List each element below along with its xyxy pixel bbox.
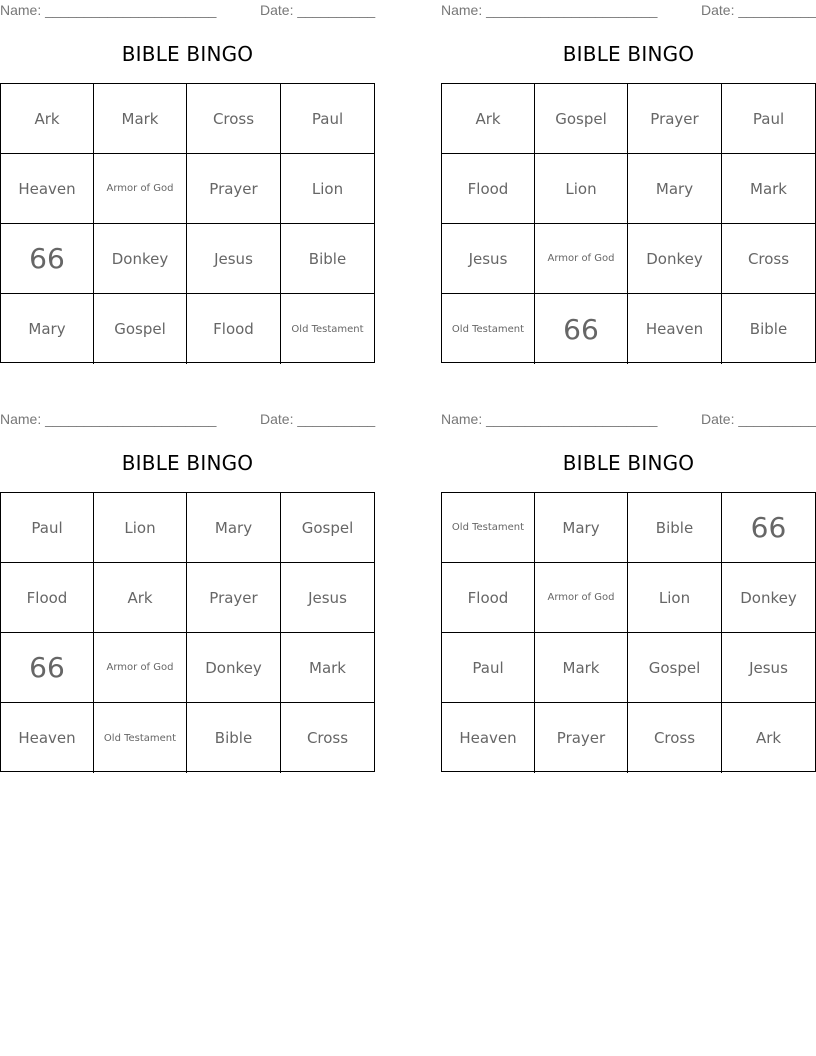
bingo-cell[interactable]: Prayer (187, 563, 281, 633)
bingo-cell[interactable]: Gospel (628, 633, 722, 703)
bingo-cell[interactable]: Mark (94, 84, 187, 154)
bingo-cell[interactable]: Paul (1, 493, 94, 563)
bingo-cell[interactable]: 66 (1, 633, 94, 703)
bingo-cell[interactable]: Heaven (1, 703, 94, 773)
bingo-cell[interactable]: Gospel (94, 294, 187, 364)
bingo-cell[interactable]: Paul (442, 633, 535, 703)
bingo-grid (441, 492, 816, 772)
bingo-cell[interactable]: Flood (1, 563, 94, 633)
bingo-cell[interactable]: Donkey (628, 224, 722, 294)
date-field[interactable]: Date: __________ (260, 2, 376, 18)
name-field[interactable]: Name: ______________________ (0, 411, 217, 427)
bingo-cell[interactable]: Ark (94, 563, 187, 633)
name-field[interactable]: Name: ______________________ (441, 2, 658, 18)
name-field[interactable]: Name: ______________________ (441, 411, 658, 427)
bingo-cell[interactable]: Ark (1, 84, 94, 154)
bingo-cell[interactable]: Flood (442, 563, 535, 633)
bingo-cell[interactable]: Mark (281, 633, 374, 703)
bingo-cell[interactable]: Ark (442, 84, 535, 154)
bingo-cell[interactable]: Heaven (442, 703, 535, 773)
bingo-cell[interactable]: Mark (722, 154, 815, 224)
bingo-cell[interactable]: Lion (628, 563, 722, 633)
bingo-cell[interactable]: Armor of God (94, 154, 187, 224)
bingo-cell[interactable]: Bible (187, 703, 281, 773)
bingo-cell[interactable]: Mark (535, 633, 628, 703)
bingo-cell[interactable]: Heaven (628, 294, 722, 364)
card-header (0, 409, 375, 429)
bingo-cell[interactable]: Prayer (628, 84, 722, 154)
bingo-cell[interactable]: Bible (749, 320, 788, 338)
bingo-cell[interactable]: Jesus (281, 563, 374, 633)
bingo-cell[interactable]: Cross (187, 84, 281, 154)
bingo-cell[interactable]: Cross (306, 729, 349, 747)
bingo-cell[interactable]: 66 (535, 294, 628, 364)
bingo-cell[interactable]: Jesus (442, 224, 535, 294)
bingo-cell[interactable]: Heaven (1, 154, 94, 224)
bingo-cell[interactable]: Ark (755, 729, 782, 747)
bingo-cell[interactable]: Old Testament (442, 493, 535, 563)
bingo-cell[interactable]: Old Testament (94, 703, 187, 773)
bingo-cell[interactable]: Jesus (187, 224, 281, 294)
bingo-cell[interactable]: Old Testament (291, 323, 364, 335)
bingo-cell[interactable]: Jesus (722, 633, 815, 703)
bingo-cell[interactable]: Bible (628, 493, 722, 563)
date-field[interactable]: Date: __________ (260, 411, 376, 427)
bingo-cell[interactable]: 66 (1, 224, 94, 294)
bingo-cell[interactable]: Donkey (94, 224, 187, 294)
bingo-cell[interactable]: Gospel (281, 493, 374, 563)
bingo-cell[interactable]: Old Testament (442, 294, 535, 364)
card-header (0, 0, 375, 20)
name-field[interactable]: Name: ______________________ (0, 2, 217, 18)
bingo-cell[interactable]: Lion (94, 493, 187, 563)
bingo-cell[interactable]: Cross (722, 224, 815, 294)
bingo-cell[interactable]: Mary (535, 493, 628, 563)
bingo-cell[interactable]: Lion (281, 154, 374, 224)
bingo-cell[interactable]: Armor of God (535, 563, 628, 633)
bingo-cell[interactable]: Donkey (187, 633, 281, 703)
date-field[interactable]: Date: __________ (701, 411, 816, 427)
bingo-cell[interactable]: Paul (281, 84, 374, 154)
bingo-cell[interactable]: Paul (722, 84, 815, 154)
card-header (441, 409, 816, 429)
bingo-cell[interactable]: Lion (535, 154, 628, 224)
bingo-grid (0, 83, 375, 363)
bingo-cell[interactable]: Mary (187, 493, 281, 563)
bingo-cell[interactable]: Mary (628, 154, 722, 224)
card-title: BIBLE BINGO (121, 451, 254, 475)
bingo-grid (0, 492, 375, 772)
bingo-cell[interactable]: Cross (628, 703, 722, 773)
bingo-cell[interactable]: Flood (442, 154, 535, 224)
card-header (441, 0, 816, 20)
bingo-cell[interactable]: Flood (187, 294, 281, 364)
bingo-cell[interactable]: Gospel (535, 84, 628, 154)
bingo-cell[interactable]: Bible (281, 224, 374, 294)
bingo-cell[interactable]: 66 (722, 493, 815, 563)
bingo-cell[interactable]: Armor of God (94, 633, 187, 703)
date-field[interactable]: Date: __________ (701, 2, 816, 18)
card-title: BIBLE BINGO (121, 42, 254, 66)
bingo-cell[interactable]: Prayer (187, 154, 281, 224)
bingo-grid (441, 83, 816, 363)
bingo-cell[interactable]: Donkey (722, 563, 815, 633)
bingo-cell[interactable]: Mary (1, 294, 94, 364)
bingo-cell[interactable]: Armor of God (535, 224, 628, 294)
bingo-cell[interactable]: Prayer (535, 703, 628, 773)
card-title: BIBLE BINGO (562, 451, 695, 475)
card-title: BIBLE BINGO (562, 42, 695, 66)
